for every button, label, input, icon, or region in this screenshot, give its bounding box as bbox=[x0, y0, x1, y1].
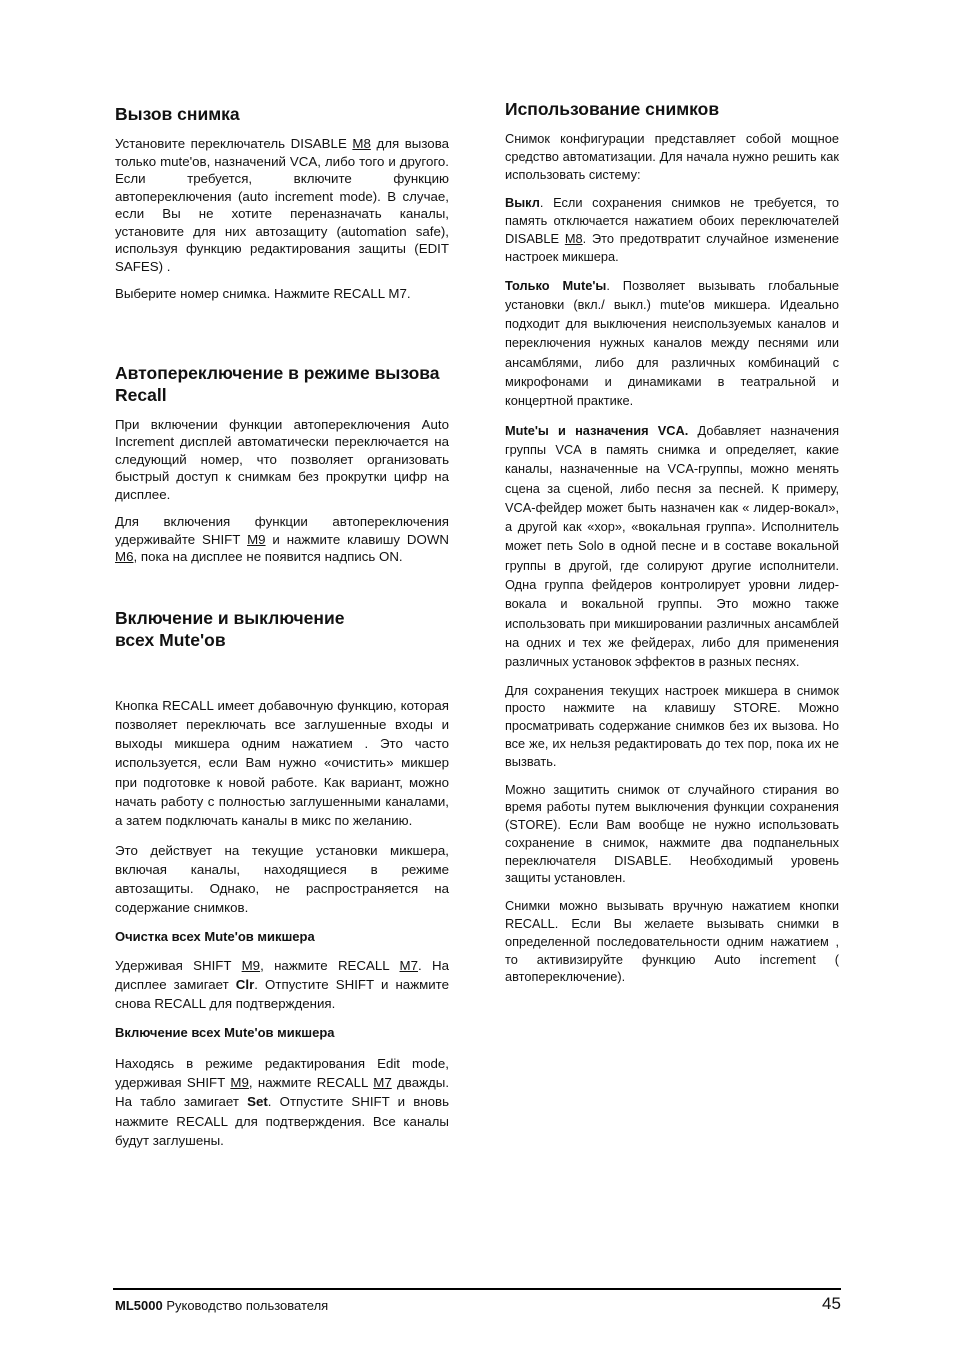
footer-divider bbox=[113, 1288, 841, 1290]
paragraph: Кнопка RECALL имеет добавочную функцию, которая позволяет переключать все заглушенные входы и выходы микшера одним нажатием . Это часто используется, если Вам нужно «очистить» микшер при подготовке к новой работе. Как вариант, можно начать работу с полностью заглушенными каналами, а затем подключать каналы в микс по желанию. bbox=[115, 697, 449, 829]
section-title-using-snapshots: Использование снимков bbox=[505, 99, 720, 119]
paragraph: Снимки можно вызывать вручную нажатием кнопки RECALL. Если Вы желаете вызывать снимки в определенной последовательности одним нажатием , то активизируйте функцию Auto increment ( автопереключение). bbox=[505, 898, 839, 985]
paragraph: Это действует на текущие установки микшера, включая каналы, находящиеся в режиме автозащиты. Однако, не распространяется на содержание снимков. bbox=[115, 842, 449, 916]
paragraph: Можно защитить снимок от случайного стирания во время работы путем выключения функции сохранения (STORE). Если Вам вообще не нужно использовать сохранение в снимок, нажмите два подпанельных переключателя DISABLE. Необходимый уровень защиты установлен. bbox=[505, 781, 839, 886]
right-column bbox=[505, 98, 839, 986]
paragraph: Для сохранения текущих настроек микшера в снимок просто нажмите на клавишу STORE. Можно просматривать содержание снимков без их вызова. Но все же, их нельзя редактировать до тех пор, пока их не вызвать. bbox=[505, 682, 839, 769]
section-title-recall-snapshot: Вызов снимка bbox=[115, 104, 240, 124]
page-number: 45 bbox=[822, 1294, 841, 1313]
left-column bbox=[115, 98, 449, 1150]
paragraph: Снимок конфигурации представляет собой мощное средство автоматизации. Для начала нужно решить как использовать систему: bbox=[505, 131, 839, 182]
paragraph: Выкл. Если сохранения снимков не требуется, то память отключается нажатием обоих переключателей DISABLE M8. Это предотвратит случайное изменение настроек микшера. bbox=[505, 195, 839, 264]
section-title-all-mutes: Включение и выключение всех Mute'ов bbox=[115, 607, 345, 650]
paragraph: Установите переключатель DISABLE M8 для вызова только mute'ов, назначений VCA, либо того и другого. Если требуется, включите функцию автопереключения (auto increment mode). В случае, если Вы не хотите переназначать каналы, установите для них автозащиту (automation safe), используя функцию редактирования защиты (EDIT SAFES) . bbox=[115, 136, 449, 274]
paragraph: Выберите номер снимка. Нажмите RECALL M7. bbox=[115, 286, 411, 301]
paragraph: Mute'ы и назначения VCA. Добавляет назначения группы VCA в память снимка и определяет, какие каналы, назначенные на VCA-группы, можно менять сцена за сценой, либо песня за песней. К примеру, VCA-фейдер может быть назначен как « лидер-вокал», а другой как «хор», «вокальная группа». Исполнитель может петь Solo в одной песне и в составе вокальной группы в другой, где солируют другие исполнители. Одна группа фейдеров контролирует уровни лидер-вокала и вокальной группы. Это можно также использовать при микшировании различных ансамблей на одних и тех же фейдерах, либо для применения различных установок эффектов в разных песнях. bbox=[505, 422, 839, 670]
subheading-clear-mutes: Очистка всех Mute'ов микшера bbox=[115, 928, 315, 944]
paragraph: При включении функции автопереключения Auto Increment дисплей автоматически переключается на следующий номер, что позволяет организовать быстрый доступ к снимкам без прокрутки цифр на дисплее. bbox=[115, 416, 449, 502]
paragraph: Для включения функции автопереключения удерживайте SHIFT M9 и нажмите клавишу DOWN M6, пока на дисплее не появится надпись ON. bbox=[115, 514, 449, 564]
paragraph: Удерживая SHIFT M9, нажмите RECALL M7. На дисплее замигает Clr. Отпустите SHIFT и нажмите снова RECALL для подтверждения. bbox=[115, 957, 449, 1012]
footer-label: ML5000 Руководство пользователя bbox=[115, 1298, 329, 1313]
paragraph: Только Mute'ы. Позволяет вызывать глобальные установки (вкл./ выкл.) mute'ов микшера. Идеально подходит для выключения неиспользуемых каналов и переключения нужных каналов между песнями или ансамблями, либо для различных комбинаций с микрофонами и динамиками в театральной и концертной практике. bbox=[505, 277, 839, 409]
section-title-auto-increment: Автопереключение в режиме вызова Recall bbox=[115, 362, 440, 405]
subheading-enable-mutes: Включение всех Mute'ов микшера bbox=[115, 1024, 335, 1040]
paragraph: Находясь в режиме редактирования Edit mode, удерживая SHIFT M9, нажмите RECALL M7 дважды. На табло замигает Set. Отпустите SHIFT и вновь нажмите RECALL для подтверждения. Все каналы будут заглушены. bbox=[115, 1055, 450, 1148]
